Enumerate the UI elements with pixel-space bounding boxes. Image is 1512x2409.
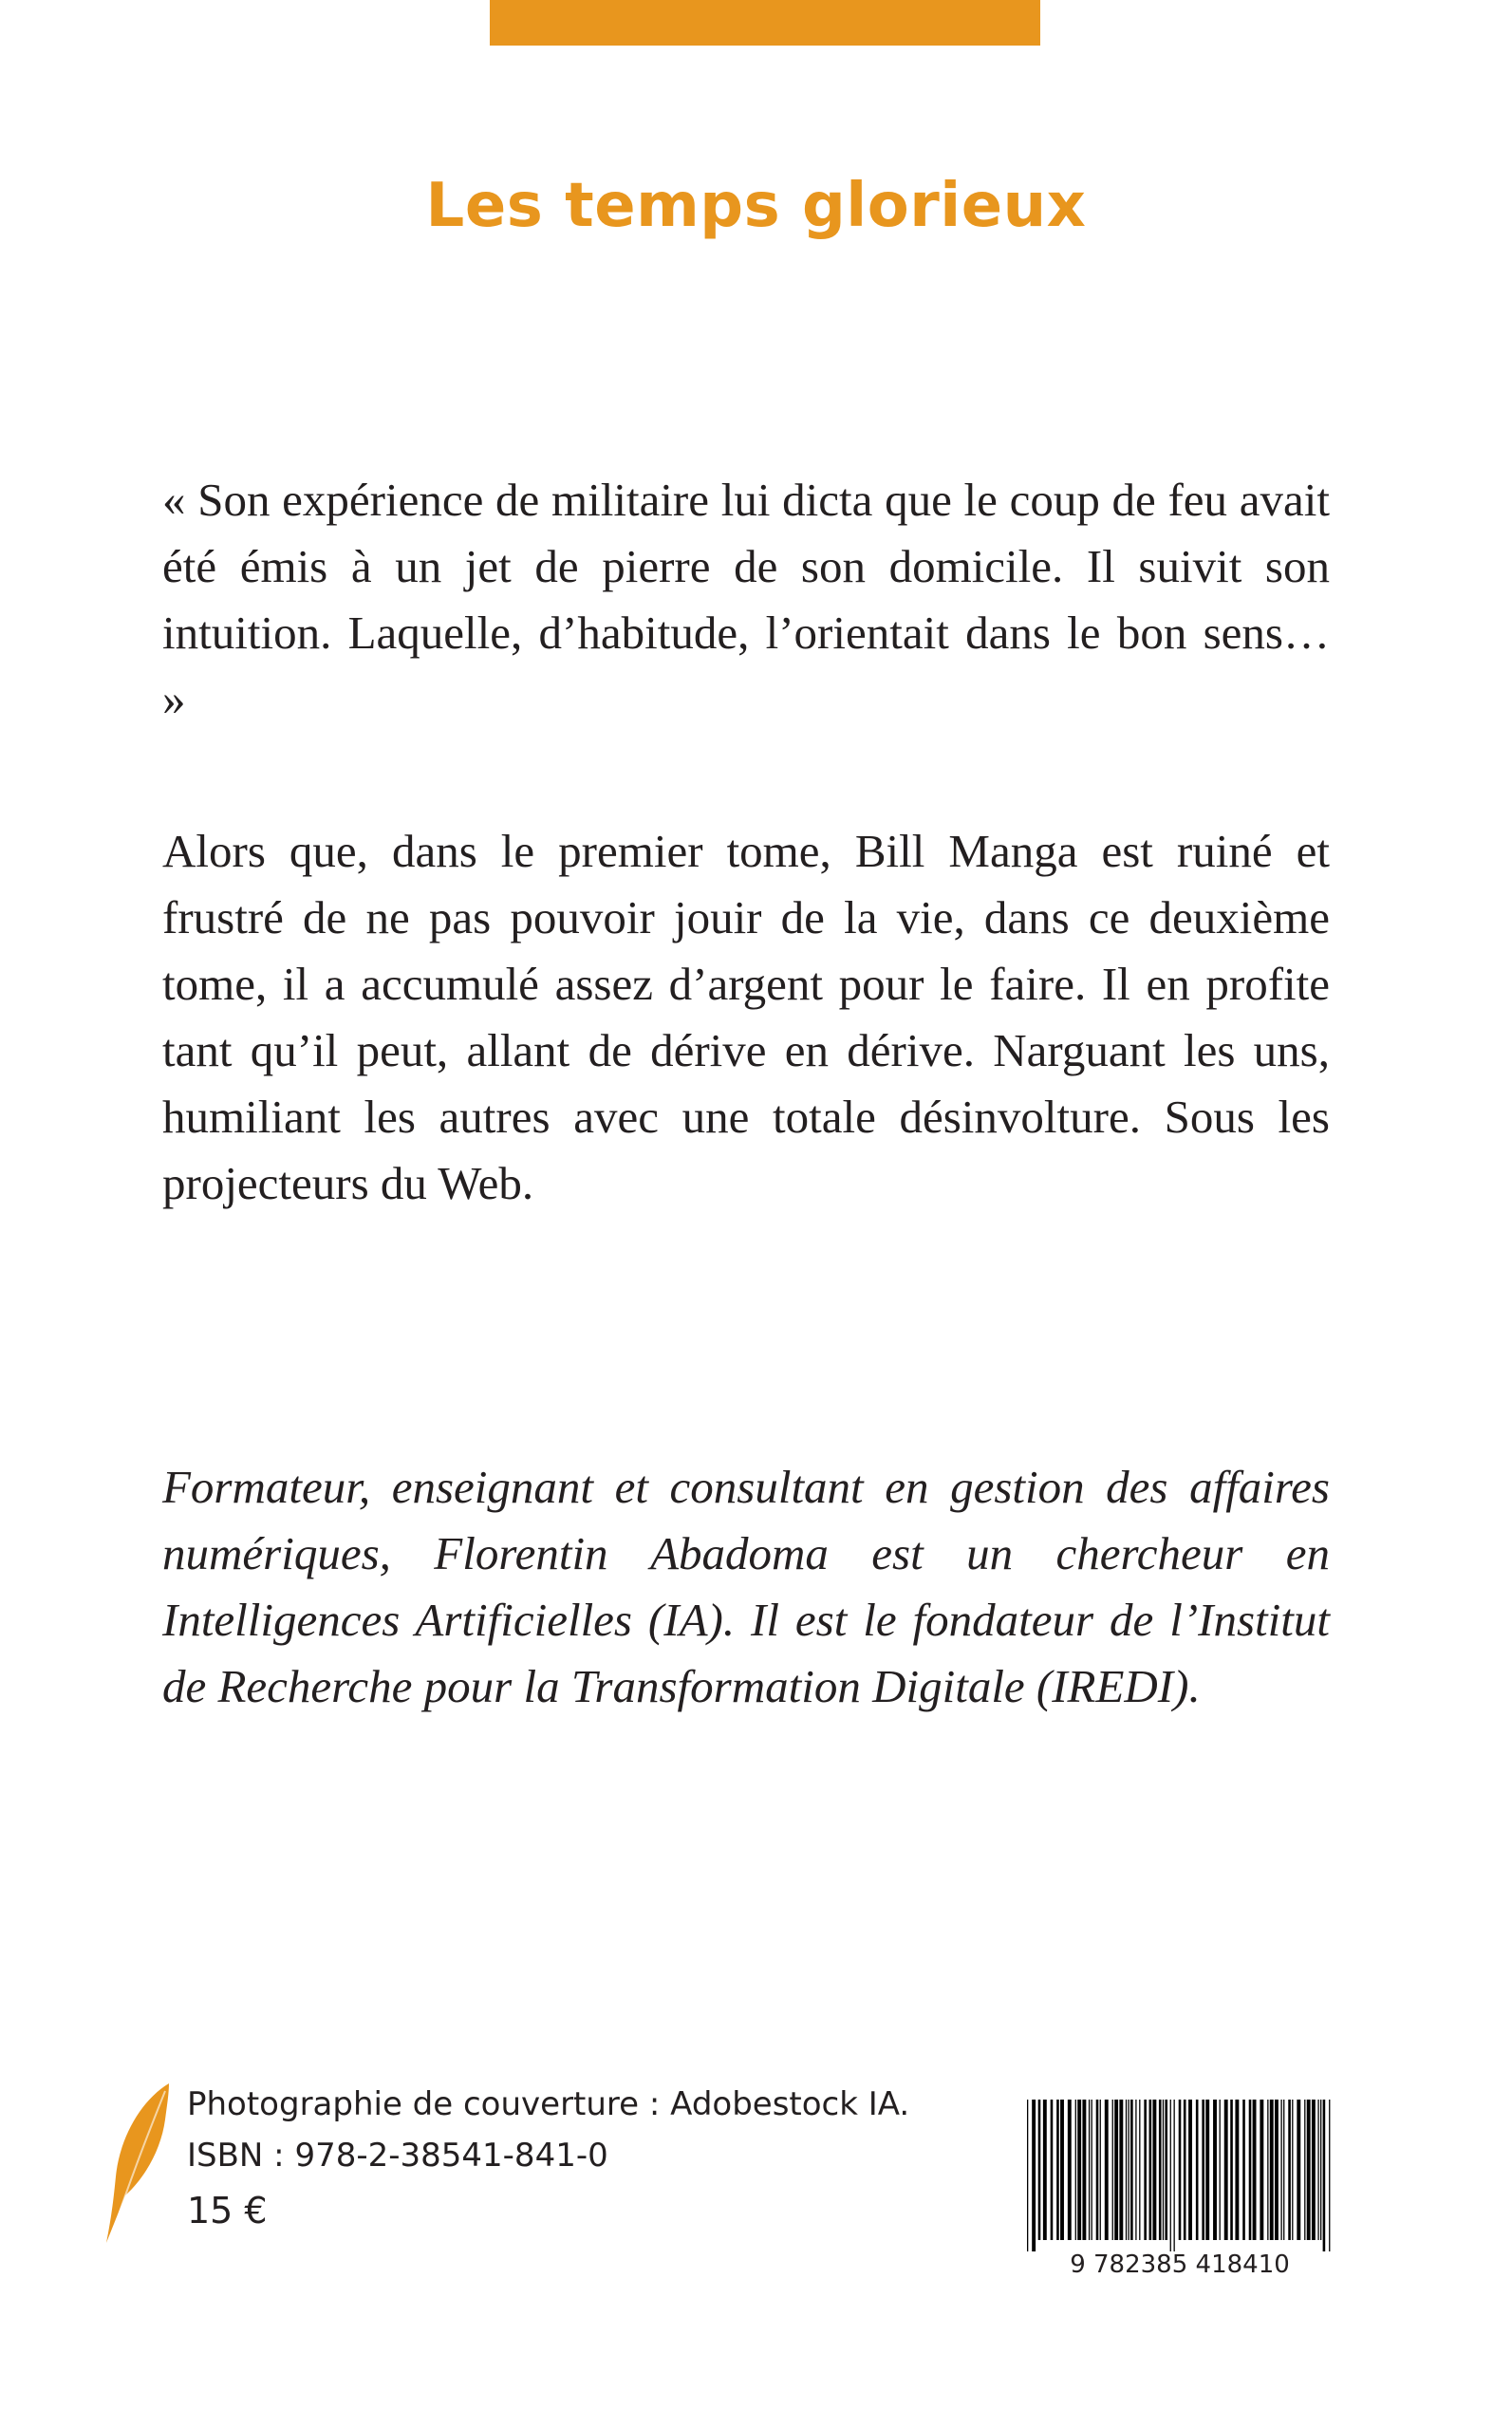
- cover-credits: [187, 2079, 909, 2240]
- barcode-bar: [1220, 2100, 1221, 2240]
- barcode-bar: [1280, 2100, 1281, 2240]
- barcode-bar: [1038, 2100, 1041, 2240]
- summary-paragraph: Alors que, dans le premier tome, Bill Manga est ruiné et frustré de ne pas pouvoir jouir de la vie, dans ce deuxième tome, il a accumulé assez d’argent pour le faire. Il en profite tant qu’il peut, allant de dérive en dérive. Narguant les uns, humiliant les autres avec une totale désinvolture. Sous les projecteurs du Web.: [162, 825, 1330, 1209]
- barcode-bar: [1089, 2100, 1090, 2240]
- barcode-bar: [1323, 2100, 1326, 2251]
- isbn: ISBN : 978-2-38541-841-0: [187, 2137, 608, 2175]
- barcode-bar: [1292, 2100, 1293, 2240]
- barcode-bar: [1119, 2100, 1123, 2240]
- barcode-bar: [1130, 2100, 1133, 2240]
- author-bio: Formateur, enseignant et consultant en gestion des affaires numériques, Florentin Abadoma est un chercheur en Intelligences Artificielles (IA). Il est le fondateur de l’Institut de Recherche pour la Transformation Digitale (IREDI).: [162, 1461, 1330, 1712]
- barcode-bar: [1230, 2100, 1233, 2240]
- barcode-bar: [1224, 2100, 1228, 2240]
- barcode-bar: [1082, 2100, 1086, 2240]
- book-title: Les temps glorieux: [425, 171, 1087, 241]
- barcode-bar: [1114, 2100, 1118, 2240]
- barcode-bar: [1307, 2100, 1311, 2240]
- barcode-bar: [1135, 2100, 1136, 2240]
- barcode-bar: [1260, 2100, 1263, 2240]
- barcode-bar: [1128, 2100, 1129, 2240]
- barcode-bar: [1283, 2100, 1284, 2240]
- barcode-bar: [1320, 2100, 1321, 2240]
- barcode-bar: [1275, 2100, 1279, 2240]
- barcode-bar: [1139, 2100, 1140, 2240]
- barcode-bar: [1235, 2100, 1239, 2240]
- barcode-bar: [1051, 2100, 1054, 2240]
- excerpt-quote: « Son expérience de militaire lui dicta que le coup de feu avait été émis à un jet de pierre de son domicile. Il suivit son intuition. Laquelle, d’habitude, l’orientait dans le bon sens… »: [162, 474, 1330, 725]
- barcode-bar: [1096, 2100, 1099, 2240]
- barcode-bar: [1205, 2100, 1209, 2240]
- barcode-bar: [1242, 2100, 1245, 2240]
- barcode-bar: [1056, 2100, 1059, 2240]
- barcode-bar: [1202, 2100, 1204, 2240]
- barcode-bar: [1100, 2100, 1101, 2240]
- barcode-bar: [1032, 2100, 1036, 2251]
- price: 15 €: [187, 2190, 268, 2232]
- barcode-bar: [1060, 2100, 1064, 2240]
- barcode-bar: [1043, 2100, 1047, 2240]
- barcode-bar: [1105, 2100, 1109, 2240]
- barcode-bar: [1077, 2100, 1081, 2240]
- barcode-bar: [1267, 2100, 1268, 2240]
- barcode-bar: [1126, 2100, 1127, 2240]
- barcode-bar: [1196, 2100, 1199, 2240]
- barcode-bar: [1163, 2100, 1164, 2240]
- barcode-bar: [1144, 2100, 1147, 2240]
- barcode-bar: [1213, 2100, 1217, 2240]
- barcode-bar: [1027, 2100, 1028, 2251]
- barcode-bar: [1075, 2100, 1076, 2240]
- barcode-bar: [1288, 2100, 1291, 2240]
- barcode-bar: [1253, 2100, 1257, 2240]
- barcode-bar: [1329, 2100, 1330, 2251]
- feather-icon: [103, 2082, 175, 2245]
- barcode-bar: [1249, 2100, 1252, 2240]
- barcode-bar: [1297, 2100, 1300, 2240]
- barcode-bar: [1159, 2100, 1162, 2240]
- barcode-bar: [1165, 2100, 1167, 2240]
- barcode-bar: [1317, 2100, 1318, 2240]
- barcode-bar: [1170, 2100, 1171, 2251]
- barcode-bar: [1270, 2100, 1274, 2240]
- top-accent-bar: [490, 0, 1040, 46]
- photo-credit: Photographie de couverture : Adobestock IA.: [187, 2085, 910, 2123]
- barcode-bar: [1179, 2100, 1182, 2240]
- barcode-bar: [1188, 2100, 1192, 2240]
- barcode-icon: [1023, 2100, 1336, 2278]
- barcode-bar: [1184, 2100, 1186, 2240]
- barcode-bar: [1068, 2100, 1072, 2240]
- barcode-bar: [1312, 2100, 1316, 2240]
- barcode-bar: [1304, 2100, 1305, 2240]
- barcode-bar: [1149, 2100, 1152, 2240]
- barcode-bar: [1152, 2100, 1156, 2240]
- barcode-bar: [1174, 2100, 1175, 2251]
- barcode-bar: [1112, 2100, 1113, 2240]
- barcode-digits: 9 782385 418410: [1070, 2250, 1290, 2278]
